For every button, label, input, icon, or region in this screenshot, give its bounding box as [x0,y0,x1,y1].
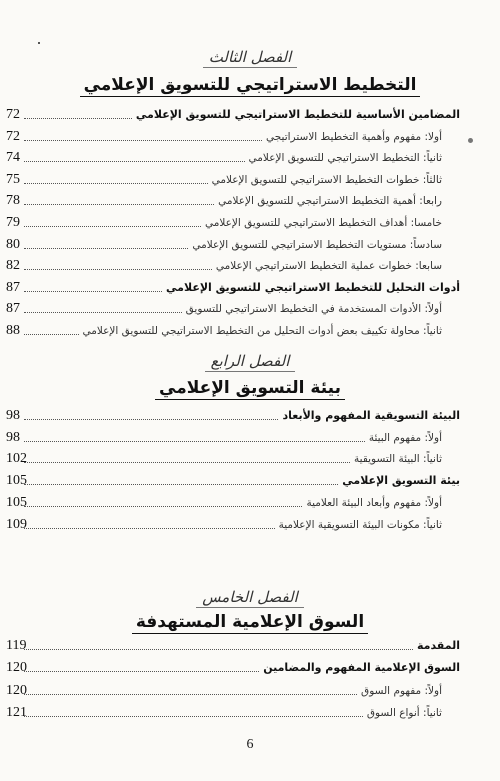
dot-leader [24,648,413,650]
toc-entry[interactable] [6,655,460,677]
toc-entry[interactable] [6,512,460,534]
toc-entry-label: ثانياً: مكونات البيئة التسويقية الإعلامية [278,518,442,531]
toc-entry-label: خامسا: أهداف التخطيط الاستراتيجي للتسويق الإعلامي [204,217,442,229]
dot-leader [24,418,278,420]
toc-entry-page: 98 [6,429,20,445]
dot-leader [24,527,275,529]
dot-leader [24,670,259,672]
toc-entry-label: السوق الإعلامية المفهوم والمضامين [263,661,460,675]
page-number: 6 [246,737,254,752]
dot-leader [24,505,302,507]
toc-entry-label: أولاً: الأدوات المستخدمة في التخطيط الاستراتيجي للتسويق [185,303,442,316]
toc-entry-label: أولاً: مفهوم السوق [361,684,442,697]
toc-entry-label: أدوات التحليل للتخطيط الاستراتيجي للتسويق الإعلامي [166,280,460,294]
dot-leader [24,160,245,162]
toc-entry-page: 88 [6,323,20,338]
toc-entry-page: 74 [6,150,20,166]
toc-entry-label: المضامين الأساسية للتخطيط الاستراتيجي للتسويق الإعلامي [135,108,460,121]
dot-leader [24,203,214,205]
toc-entry[interactable] [6,700,460,722]
toc-entry[interactable] [6,678,460,700]
toc-entry-page: 87 [6,279,20,295]
toc-entry-page: 87 [6,301,20,317]
toc-entry-label: أولاً: مفهوم وأبعاد البيئة العلامية [306,496,442,509]
chapter-4-title: بيئة التسويق الإعلامي [0,378,500,400]
dot-leader [24,247,188,249]
toc-entry[interactable] [6,124,460,146]
chapter-5-heading: الفصل الخامس [0,588,500,608]
toc-entry-page: 79 [6,215,20,230]
toc-entry[interactable] [6,145,460,167]
dot-leader [24,483,338,485]
toc-entry-label: سابعا: خطوات عملية التخطيط الاستراتيجي الإعلامي [215,260,442,273]
dot-leader [24,225,201,227]
dot-leader [24,311,182,313]
chapter-3-title: التخطيط الاستراتيجي للتسويق الإعلامي [0,75,500,97]
toc-entry-label: المقدمة [416,639,460,652]
toc-entry-page: 109 [6,516,27,532]
toc-entry-label: ثانياً: أنواع السوق [366,706,442,719]
toc-entry-page: 105 [6,473,27,489]
chapter-4-heading: الفصل الرابع [0,352,500,372]
toc-entry-label: ثانياً: البيئة التسويقية [354,453,442,466]
chapter-3-heading: الفصل الثالث [0,48,500,68]
toc-entry[interactable] [6,490,460,512]
dot-leader [24,440,365,442]
toc-entry-label: أولا: مفهوم وأهمية التخطيط الاستراتيجي [266,130,442,143]
toc-entry[interactable] [6,296,460,318]
toc-entry-label: ثانياً: التخطيط الاستراتيجي للتسويق الإعلامي [248,152,442,165]
dot-leader [24,693,357,695]
toc-entry-label: رابعا: أهمية التخطيط الاستراتيجي للتسويق الإعلامي [218,195,442,208]
toc-entry-page: 102 [6,451,27,467]
toc-entry[interactable] [6,167,460,189]
toc-entry-page: 119 [6,638,27,653]
toc-entry-page: 121 [6,704,27,720]
toc-entry[interactable] [6,253,460,275]
dot-leader [24,715,363,717]
dot-leader [24,461,350,463]
dot-leader [24,182,208,184]
toc-entry[interactable] [6,102,460,124]
toc-entry[interactable] [6,446,460,468]
toc-entry[interactable] [6,188,460,210]
toc-entry-page: 98 [6,408,20,423]
toc-entry-label: بيئة التسويق الإعلامي [342,474,460,488]
toc-entry-page: 78 [6,193,20,209]
toc-entry-page: 105 [6,494,27,510]
toc-entry[interactable] [6,232,460,254]
toc-entry[interactable] [6,403,460,425]
chapter-5-title: السوق الإعلامية المستهدفة [0,612,500,634]
dot-leader [24,290,162,292]
toc-entry-page: 82 [6,258,20,274]
toc-entry-page: 80 [6,236,20,252]
ink-speck [38,42,40,44]
dot-leader [24,268,212,270]
toc-entry[interactable] [6,210,460,232]
toc-entry[interactable] [6,425,460,447]
toc-entry-label: ثانياً: محاولة تكييف بعض أدوات التحليل من التخطيط الاستراتيجي للتسويق الإعلامي [82,325,442,337]
toc-entry[interactable] [6,468,460,490]
toc-entry-page: 120 [6,682,27,698]
dot-leader [24,139,262,141]
toc-entry-page: 75 [6,171,20,187]
toc-entry[interactable] [6,275,460,297]
toc-entry[interactable] [6,318,460,340]
toc-entry-label: سادساً: مستويات التخطيط الاستراتيجي للتسويق الإعلامي [192,238,442,251]
toc-entry-label: ثالثاً: خطوات التخطيط الاستراتيجي للتسويق الإعلامي [211,173,442,186]
bullet-mark [468,138,473,143]
toc-entry-page: 72 [6,107,20,122]
toc-entry-page: 120 [6,660,27,676]
toc-entry-page: 72 [6,128,20,144]
toc-entry-label: أولاً: مفهوم البيئة [368,431,442,444]
toc-entry-label: البيئة التسويقية المفهوم والأبعاد [282,409,460,422]
toc-entry[interactable] [6,633,460,655]
